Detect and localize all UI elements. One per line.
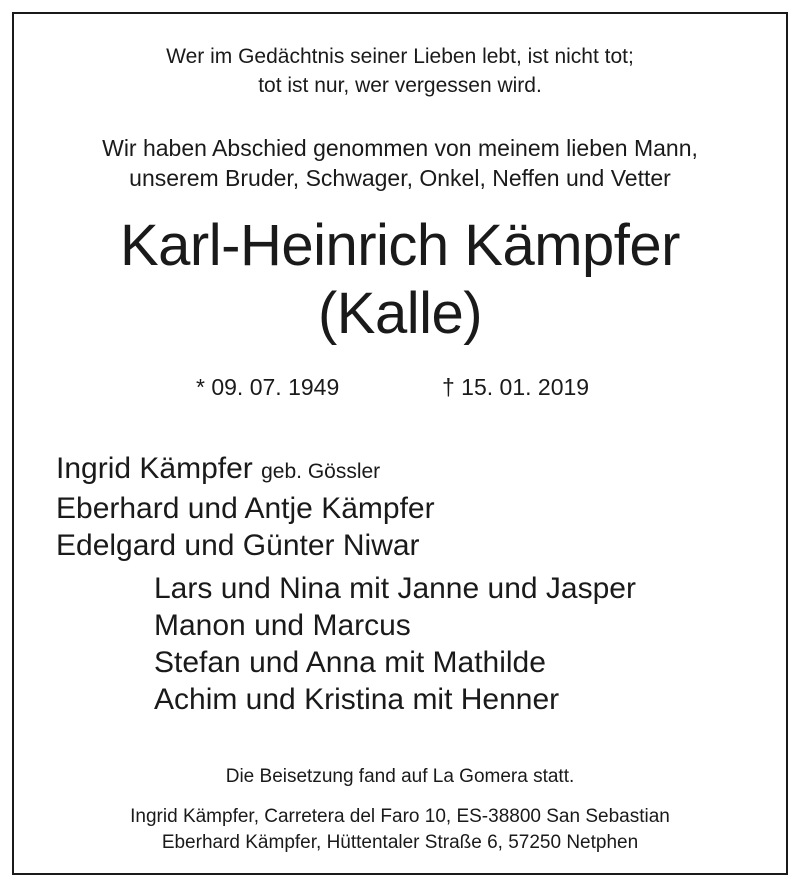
next-generation-list	[154, 570, 636, 718]
burial-note-text: Die Beisetzung fand auf La Gomera statt.	[225, 766, 575, 787]
deceased-nickname: (Kalle)	[317, 281, 483, 346]
address-line: Eberhard Kämpfer, Hüttentaler Straße 6, 57250 Netphen	[161, 832, 639, 853]
spouse-name: Ingrid Kämpfer	[56, 452, 253, 485]
mourners-list	[56, 450, 435, 564]
motto-line: Wer im Gedächtnis seiner Lieben lebt, ist nicht tot;	[166, 45, 634, 68]
deceased-name-block	[14, 212, 786, 348]
obituary-notice	[12, 12, 788, 875]
motto	[14, 42, 786, 100]
mourner-entry: Edelgard und Günter Niwar	[56, 529, 420, 562]
spouse-maiden-name: geb. Gössler	[261, 460, 381, 483]
address-line: Ingrid Kämpfer, Carretera del Faro 10, ES-38800 San Sebastian	[130, 806, 670, 827]
deceased-name: Karl-Heinrich Kämpfer	[119, 213, 680, 278]
mourner-entry: Stefan und Anna mit Mathilde	[154, 646, 546, 679]
spouse-entry	[56, 450, 435, 490]
death-date: † 15. 01. 2019	[442, 374, 590, 400]
mourner-entry: Achim und Kristina mit Henner	[154, 683, 560, 716]
intro-line: unserem Bruder, Schwager, Onkel, Neffen und Vetter	[129, 165, 671, 191]
mourner-entry: Manon und Marcus	[154, 609, 411, 642]
contact-addresses	[14, 804, 786, 856]
mourner-entry: Lars und Nina mit Janne und Jasper	[154, 572, 636, 605]
intro-text	[14, 133, 786, 193]
burial-note	[14, 765, 786, 789]
mourner-entry: Eberhard und Antje Kämpfer	[56, 492, 435, 525]
intro-line: Wir haben Abschied genommen von meinem lieben Mann,	[102, 135, 698, 161]
life-dates	[14, 374, 786, 406]
birth-date: * 09. 07. 1949	[196, 374, 340, 400]
motto-line: tot ist nur, wer vergessen wird.	[258, 74, 542, 97]
